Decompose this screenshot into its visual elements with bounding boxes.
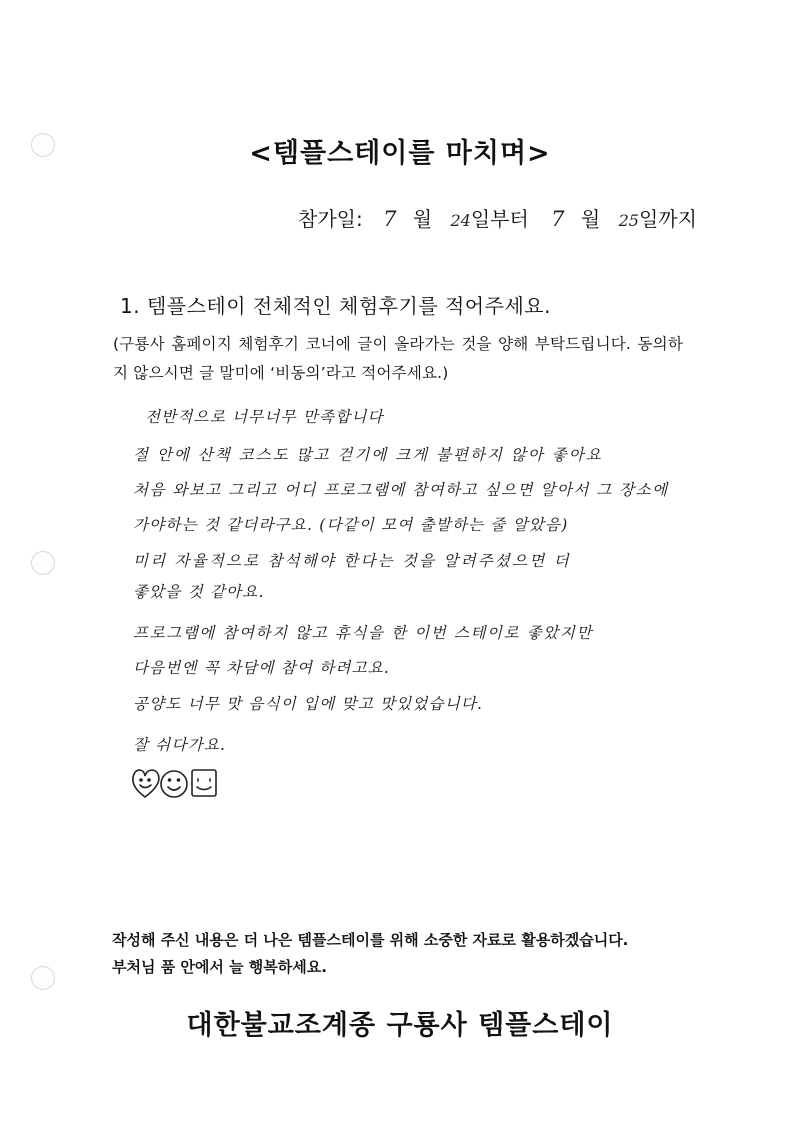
punch-hole-bottom (31, 966, 55, 990)
footer-thanks: 작성해 주신 내용은 더 나은 템플스테이를 위해 소중한 자료로 활용하겠습니다. (112, 931, 629, 949)
review-line: 미리 자율적으로 참석해야 한다는 것을 알려주셨으면 더 (133, 552, 571, 570)
heart-smiley-icon (133, 770, 159, 797)
review-line: 공양도 너무 맛 음식이 입에 맞고 맛있었습니다. (133, 695, 484, 713)
punch-hole-middle (31, 551, 55, 575)
start-month: 7 (383, 207, 397, 231)
participation-label: 참가일: (298, 207, 363, 231)
question-1-heading: 1. 템플스테이 전체적인 체험후기를 적어주세요. (120, 294, 551, 318)
review-line: 잘 쉬다가요. (133, 736, 227, 754)
participation-dates (298, 203, 697, 232)
review-line: 절 안에 산책 코스도 많고 걷기에 크게 불편하지 않아 좋아요 (133, 446, 603, 464)
review-line: 전반적으로 너무너무 만족합니다 (145, 408, 384, 426)
circle-smiley-icon (161, 771, 187, 797)
start-month-unit: 월 (412, 207, 433, 231)
smiley-doodles (130, 765, 222, 801)
review-line: 좋았을 것 같아요. (133, 583, 265, 601)
footer-blessing: 부처님 품 안에서 늘 행복하세요. (112, 958, 327, 976)
end-day: 25 (618, 211, 639, 230)
end-month-unit: 월 (580, 207, 601, 231)
review-line: 가야하는 것 같더라구요. (다같이 모여 출발하는 줄 알았음) (133, 516, 569, 534)
square-smiley-icon (192, 770, 216, 796)
temple-signature: 대한불교조계종 구룡사 템플스테이 (186, 1010, 614, 1041)
question-1-note: (구룡사 홈페이지 체험후기 코너에 글이 올라가는 것을 양해 부탁드립니다. 동의하지 않으시면 글 말미에 ‘비동의’라고 적어주세요.) (113, 335, 683, 382)
end-month: 7 (551, 207, 565, 231)
review-line: 다음번엔 꼭 차담에 참여 하려고요. (133, 659, 391, 677)
review-line: 프로그램에 참여하지 않고 휴식을 한 이번 스테이로 좋았지만 (133, 624, 594, 642)
to-suffix: 일까지 (638, 207, 697, 231)
from-suffix: 일부터 (470, 207, 529, 231)
start-day: 24 (450, 211, 471, 230)
review-line: 처음 와보고 그리고 어디 프로그램에 참여하고 싶으면 알아서 그 장소에 (133, 481, 669, 499)
page-title: <템플스테이를 마치며> (249, 138, 551, 169)
